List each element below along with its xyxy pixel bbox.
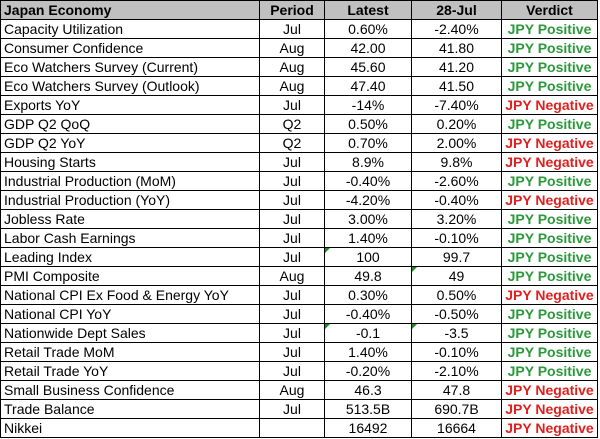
header-previous-date: 28-Jul <box>412 1 502 20</box>
latest-value-cell: 1.40% <box>325 343 412 362</box>
previous-value-cell: 0.50% <box>412 286 502 305</box>
table-row <box>1 20 598 39</box>
verdict-cell: JPY Positive <box>502 343 598 362</box>
period-cell: Q2 <box>260 134 325 153</box>
verdict-cell: JPY Positive <box>502 210 598 229</box>
latest-value-cell: 100 <box>325 248 412 267</box>
table-row <box>1 400 598 419</box>
previous-value-cell: -0.10% <box>412 229 502 248</box>
period-cell: Jul <box>260 248 325 267</box>
period-cell: Aug <box>260 58 325 77</box>
previous-value-cell: 49 <box>412 267 502 286</box>
indicator-name-cell: Leading Index <box>1 248 260 267</box>
period-cell: Jul <box>260 153 325 172</box>
latest-value-cell: 513.5B <box>325 400 412 419</box>
indicator-name-cell: Eco Watchers Survey (Current) <box>1 58 260 77</box>
latest-value-cell: 0.30% <box>325 286 412 305</box>
previous-value-cell: -2.40% <box>412 20 502 39</box>
table-row <box>1 191 598 210</box>
previous-value-cell: 2.00% <box>412 134 502 153</box>
verdict-cell: JPY Negative <box>502 419 598 438</box>
previous-value-cell: 41.50 <box>412 77 502 96</box>
table-row <box>1 381 598 400</box>
table-row <box>1 153 598 172</box>
verdict-cell: JPY Positive <box>502 39 598 58</box>
table-row <box>1 39 598 58</box>
latest-value-cell: 45.60 <box>325 58 412 77</box>
latest-value-cell: 42.00 <box>325 39 412 58</box>
verdict-cell: JPY Negative <box>502 134 598 153</box>
latest-value-cell: -0.20% <box>325 362 412 381</box>
verdict-cell: JPY Positive <box>502 172 598 191</box>
indicator-name-cell: Eco Watchers Survey (Outlook) <box>1 77 260 96</box>
latest-value-cell: 47.40 <box>325 77 412 96</box>
period-cell: Jul <box>260 324 325 343</box>
latest-value-cell: -4.20% <box>325 191 412 210</box>
previous-value-cell: -2.60% <box>412 172 502 191</box>
previous-value-cell: -0.40% <box>412 191 502 210</box>
verdict-cell: JPY Positive <box>502 58 598 77</box>
indicator-name-cell: Nationwide Dept Sales <box>1 324 260 343</box>
verdict-cell: JPY Positive <box>502 20 598 39</box>
period-cell: Jul <box>260 343 325 362</box>
period-cell: Jul <box>260 286 325 305</box>
verdict-cell: JPY Negative <box>502 191 598 210</box>
table-row <box>1 286 598 305</box>
verdict-cell: JPY Negative <box>502 96 598 115</box>
period-cell: Jul <box>260 210 325 229</box>
verdict-cell: JPY Negative <box>502 400 598 419</box>
header-verdict: Verdict <box>502 1 598 20</box>
period-cell: Jul <box>260 20 325 39</box>
verdict-cell: JPY Positive <box>502 248 598 267</box>
header-period: Period <box>260 1 325 20</box>
indicator-name-cell: Housing Starts <box>1 153 260 172</box>
indicator-name-cell: Retail Trade YoY <box>1 362 260 381</box>
indicator-name-cell: National CPI Ex Food & Energy YoY <box>1 286 260 305</box>
previous-value-cell: -3.5 <box>412 324 502 343</box>
verdict-cell: JPY Negative <box>502 286 598 305</box>
table-row <box>1 134 598 153</box>
period-cell: Jul <box>260 305 325 324</box>
previous-value-cell: -0.50% <box>412 305 502 324</box>
latest-value-cell: 46.3 <box>325 381 412 400</box>
previous-value-cell: -7.40% <box>412 96 502 115</box>
previous-value-cell: 47.8 <box>412 381 502 400</box>
table-row <box>1 248 598 267</box>
indicator-name-cell: Trade Balance <box>1 400 260 419</box>
indicator-name-cell: GDP Q2 QoQ <box>1 115 260 134</box>
header-latest: Latest <box>325 1 412 20</box>
previous-value-cell: 690.7B <box>412 400 502 419</box>
table-row <box>1 96 598 115</box>
table-row <box>1 324 598 343</box>
verdict-cell: JPY Positive <box>502 229 598 248</box>
period-cell: Aug <box>260 381 325 400</box>
verdict-cell: JPY Positive <box>502 115 598 134</box>
period-cell: Jul <box>260 172 325 191</box>
indicator-name-cell: Nikkei <box>1 419 260 438</box>
indicator-name-cell: GDP Q2 YoY <box>1 134 260 153</box>
period-cell: Jul <box>260 191 325 210</box>
period-cell: Jul <box>260 96 325 115</box>
period-cell: Aug <box>260 77 325 96</box>
latest-value-cell: -14% <box>325 96 412 115</box>
indicator-name-cell: Capacity Utilization <box>1 20 260 39</box>
indicator-name-cell: Small Business Confidence <box>1 381 260 400</box>
previous-value-cell: 16664 <box>412 419 502 438</box>
table-row <box>1 172 598 191</box>
period-cell <box>260 419 325 438</box>
latest-value-cell: -0.40% <box>325 172 412 191</box>
indicator-name-cell: Jobless Rate <box>1 210 260 229</box>
period-cell: Jul <box>260 362 325 381</box>
table-body <box>1 20 598 438</box>
previous-value-cell: 3.20% <box>412 210 502 229</box>
table-row <box>1 343 598 362</box>
period-cell: Q2 <box>260 115 325 134</box>
previous-value-cell: 0.20% <box>412 115 502 134</box>
period-cell: Aug <box>260 39 325 58</box>
indicator-name-cell: Industrial Production (YoY) <box>1 191 260 210</box>
latest-value-cell: -0.1 <box>325 324 412 343</box>
latest-value-cell: 0.70% <box>325 134 412 153</box>
latest-value-cell: -0.40% <box>325 305 412 324</box>
indicator-name-cell: National CPI YoY <box>1 305 260 324</box>
table-row <box>1 58 598 77</box>
table-row <box>1 229 598 248</box>
previous-value-cell: 9.8% <box>412 153 502 172</box>
verdict-cell: JPY Negative <box>502 381 598 400</box>
verdict-cell: JPY Positive <box>502 267 598 286</box>
indicator-name-cell: PMI Composite <box>1 267 260 286</box>
header-row <box>1 1 598 20</box>
period-cell: Jul <box>260 400 325 419</box>
indicator-name-cell: Consumer Confidence <box>1 39 260 58</box>
header-japan-economy: Japan Economy <box>1 1 260 20</box>
latest-value-cell: 0.50% <box>325 115 412 134</box>
indicator-name-cell: Labor Cash Earnings <box>1 229 260 248</box>
indicator-name-cell: Exports YoY <box>1 96 260 115</box>
verdict-cell: JPY Positive <box>502 305 598 324</box>
verdict-cell: JPY Positive <box>502 77 598 96</box>
latest-value-cell: 16492 <box>325 419 412 438</box>
previous-value-cell: 99.7 <box>412 248 502 267</box>
latest-value-cell: 0.60% <box>325 20 412 39</box>
table-row <box>1 267 598 286</box>
previous-value-cell: 41.80 <box>412 39 502 58</box>
latest-value-cell: 8.9% <box>325 153 412 172</box>
previous-value-cell: -2.10% <box>412 362 502 381</box>
table-row <box>1 419 598 438</box>
verdict-cell: JPY Positive <box>502 324 598 343</box>
latest-value-cell: 3.00% <box>325 210 412 229</box>
period-cell: Jul <box>260 229 325 248</box>
period-cell: Aug <box>260 267 325 286</box>
indicator-name-cell: Retail Trade MoM <box>1 343 260 362</box>
table-row <box>1 115 598 134</box>
table-row <box>1 362 598 381</box>
latest-value-cell: 49.8 <box>325 267 412 286</box>
indicator-name-cell: Industrial Production (MoM) <box>1 172 260 191</box>
verdict-cell: JPY Negative <box>502 153 598 172</box>
table-row <box>1 77 598 96</box>
verdict-cell: JPY Positive <box>502 362 598 381</box>
table-row <box>1 210 598 229</box>
table-row <box>1 305 598 324</box>
previous-value-cell: 41.20 <box>412 58 502 77</box>
latest-value-cell: 1.40% <box>325 229 412 248</box>
previous-value-cell: -0.10% <box>412 343 502 362</box>
